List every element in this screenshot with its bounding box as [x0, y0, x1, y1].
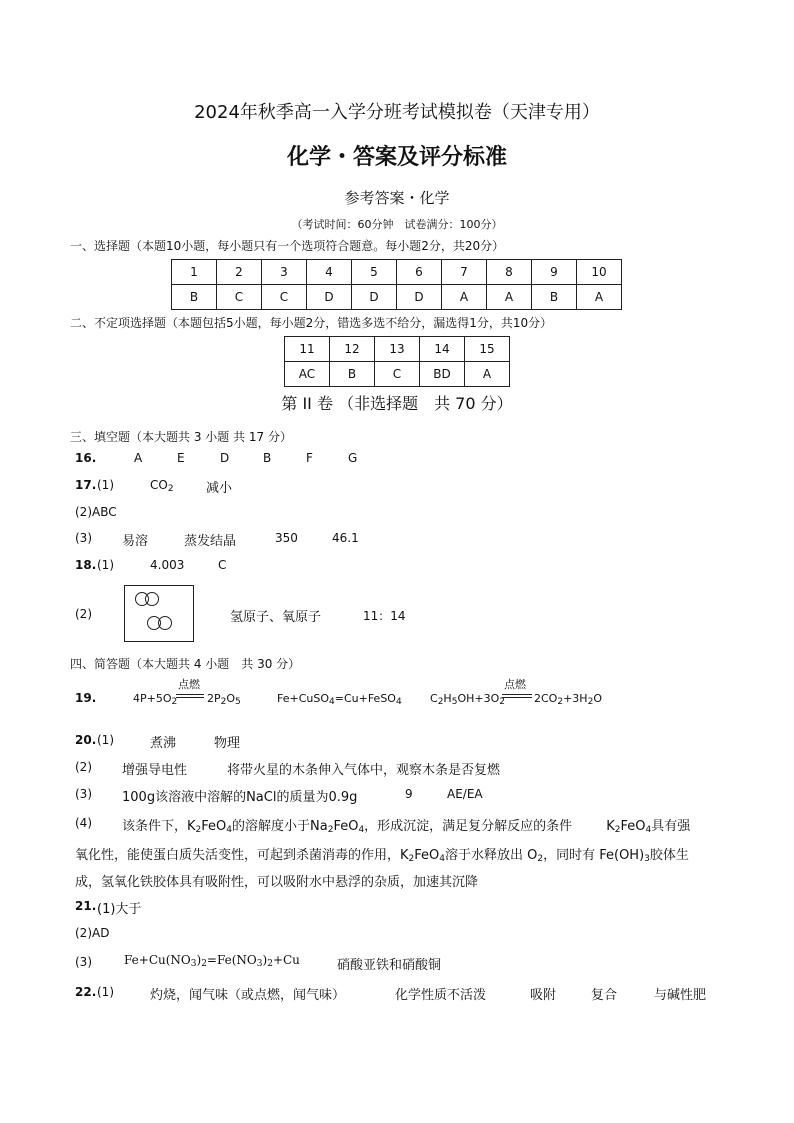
q19-number: 19. — [75, 691, 97, 705]
q21-p2: (2)AD — [75, 926, 110, 940]
answer-cell: D — [352, 285, 397, 310]
q22-p1-label: (1) — [97, 985, 114, 999]
q22-p1-answer-3: 吸附 — [530, 988, 557, 1003]
question-number-cell: 12 — [330, 337, 375, 362]
q19-eq3-condition: 点燃 — [504, 678, 526, 691]
q20-p1-answer-2: 物理 — [214, 736, 241, 751]
q19-eq2: Fe+CuSO$_4$=Cu+FeSO$_4$ — [277, 692, 402, 707]
q20-p4-line1: 该条件下，$K_2FeO_4$的溶解度小于$Na_2FeO_4$，形成沉淀，满足复分解反应的条件 $K_2FeO_4$具有强 — [122, 819, 691, 835]
question-number-cell: 15 — [465, 337, 510, 362]
part2-heading: 二、不定项选择题（本题包括5小题，每小题2分，错选多选不给分，漏选得1分，共10分） — [70, 316, 553, 330]
answer-cell: D — [397, 285, 442, 310]
question-number-cell: 6 — [397, 260, 442, 285]
question-number-cell: 3 — [262, 260, 307, 285]
question-number-cell: 1 — [172, 260, 217, 285]
answer-cell: A — [442, 285, 487, 310]
q17-p3-answer-3: 350 — [275, 531, 298, 545]
q21-p3-equation: $Fe+Cu(NO_3)_2=Fe(NO_3)_2+Cu$ — [124, 953, 300, 969]
q20-p3-answer-c: AE/EA — [447, 787, 483, 801]
part4-heading: 四、简答题（本大题共 4 小题 共 30 分） — [70, 657, 301, 671]
answer-cell: B — [330, 362, 375, 387]
atom-circle-icon — [145, 592, 159, 606]
q18-p2-answer-a: 氢原子、氧原子 — [230, 610, 322, 625]
equals-line — [502, 697, 532, 698]
q18-p1-answer-1: 4.003 — [150, 558, 185, 572]
part1-heading: 一、选择题（本题10小题，每小题只有一个选项符合题意。每小题2分，共20分） — [70, 239, 505, 253]
answer-cell: AC — [285, 362, 330, 387]
q18-p1-answer-2: C — [218, 558, 227, 572]
q17-p3-label: (3) — [75, 531, 92, 545]
q19-eq1-left: $4P+5O_2$ — [133, 692, 178, 707]
answer-cell: A — [465, 362, 510, 387]
q19-eq1-condition: 点燃 — [178, 678, 200, 691]
q21-p3-answer-b: 硝酸亚铁和硝酸铜 — [337, 958, 442, 973]
question-number-cell: 8 — [487, 260, 532, 285]
q18-p2-answer-b: 11：14 — [363, 609, 406, 623]
exam-title: 2024年秋季高一入学分班考试模拟卷（天津专用） — [194, 102, 600, 123]
q17-number: 17. — [75, 478, 97, 492]
q16-answer-6: G — [348, 451, 358, 465]
q20-p4-line3: 成，氢氧化铁胶体具有吸附性，可以吸附水中悬浮的杂质，加速其沉降 — [75, 875, 479, 890]
q20-p2-answer-b: 将带火星的木条伸入气体中，观察木条是否复燃 — [227, 763, 501, 778]
q16-answer-2: E — [177, 451, 185, 465]
q21-p1: (1)大于 — [97, 902, 142, 917]
answer-cell: C — [375, 362, 420, 387]
q22-number: 22. — [75, 985, 97, 999]
q22-p1-answer-1: 灼烧，闻气味（或点燃，闻气味） — [150, 988, 346, 1003]
q20-p3-answer-a: 100g该溶液中溶解的NaCl的质量为0.9g — [122, 790, 358, 805]
answer-cell: A — [577, 285, 622, 310]
q22-p1-answer-2: 化学性质不活泼 — [395, 988, 487, 1003]
q20-p1-answer-1: 煮沸 — [150, 736, 177, 751]
equals-line — [502, 694, 532, 695]
answer-cell: BD — [420, 362, 465, 387]
answer-cell: C — [217, 285, 262, 310]
q17-p3-answer-1: 易溶 — [122, 534, 149, 549]
q21-p3-label: (3) — [75, 955, 92, 969]
q16-number: 16. — [75, 451, 97, 465]
part3-heading: 三、填空题（本大题共 3 小题 共 17 分） — [70, 430, 292, 444]
answer-cell: A — [487, 285, 532, 310]
q19-eq1-right: $2P_2O_5$ — [207, 692, 241, 707]
answer-cell: B — [532, 285, 577, 310]
q16-answer-4: B — [263, 451, 272, 465]
question-number-cell: 4 — [307, 260, 352, 285]
answer-cell: C — [262, 285, 307, 310]
answer-cell: D — [307, 285, 352, 310]
q18-number: 18. — [75, 558, 97, 572]
q17-p1-label: (1) — [97, 478, 114, 492]
question-number-cell: 14 — [420, 337, 465, 362]
q17-p3-answer-4: 46.1 — [332, 531, 359, 545]
q20-p1-label: (1) — [97, 733, 114, 747]
question-number-cell: 2 — [217, 260, 262, 285]
question-number-cell: 9 — [532, 260, 577, 285]
q17-p1-answer-a: $CO_2$ — [150, 478, 174, 494]
section-title: 参考答案・化学 — [344, 189, 450, 207]
page-subtitle: 化学・答案及评分标准 — [286, 145, 507, 170]
q19-eq3-right: $2CO_2+3H_2O$ — [534, 692, 602, 707]
equals-line — [176, 697, 204, 698]
q22-p1-answer-4: 复合 — [591, 988, 618, 1003]
exam-info: （考试时间：60分钟 试卷满分：100分） — [291, 218, 503, 231]
q17-p3-answer-2: 蒸发结晶 — [184, 534, 237, 549]
q18-p2-label: (2) — [75, 607, 92, 621]
q20-p3-label: (3) — [75, 787, 92, 801]
q19-eq3-left: $C_2H_5OH+3O_2$ — [430, 692, 505, 707]
q16-answer-1: A — [134, 451, 143, 465]
answer-cell: B — [172, 285, 217, 310]
q16-answer-3: D — [220, 451, 230, 465]
question-number-cell: 7 — [442, 260, 487, 285]
question-number-cell: 10 — [577, 260, 622, 285]
q17-p1-answer-b: 减小 — [206, 481, 233, 496]
q20-p3-answer-b: 9 — [405, 787, 413, 801]
q17-p2: (2)ABC — [75, 505, 117, 519]
q16-answer-5: F — [306, 451, 313, 465]
atom-circle-icon — [158, 616, 172, 630]
q20-p2-answer-a: 增强导电性 — [122, 763, 188, 778]
q21-number: 21. — [75, 899, 97, 913]
q18-p1-label: (1) — [97, 558, 114, 572]
molecule-diagram-box — [124, 585, 194, 642]
part2-answer-table — [284, 336, 510, 387]
q20-p4-label: (4) — [75, 816, 92, 830]
q20-p2-label: (2) — [75, 760, 92, 774]
q22-p1-answer-5: 与碱性肥 — [654, 988, 707, 1003]
part1-answer-table — [171, 259, 622, 310]
question-number-cell: 11 — [285, 337, 330, 362]
q20-number: 20. — [75, 733, 97, 747]
question-number-cell: 5 — [352, 260, 397, 285]
equals-line — [176, 694, 204, 695]
question-number-cell: 13 — [375, 337, 420, 362]
volume2-heading: 第 II 卷 （非选择题 共 70 分） — [281, 394, 513, 413]
q20-p4-line2: 氧化性，能使蛋白质失活变性，可起到杀菌消毒的作用，$K_2FeO_4$溶于水释放出 $O_2$，同时有 $Fe(OH)_3$胶体生 — [75, 848, 689, 864]
